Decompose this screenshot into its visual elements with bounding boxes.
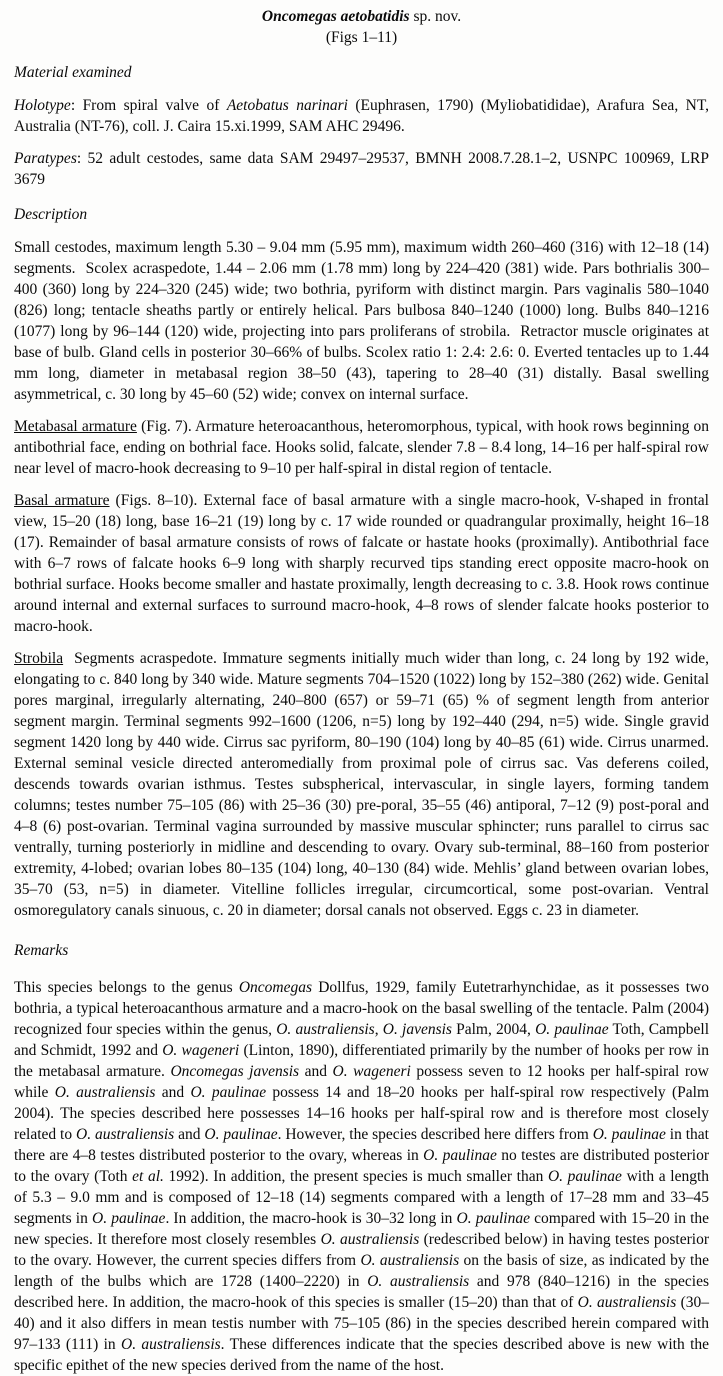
species-title: Oncomegas aetobatidis sp. nov. xyxy=(261,8,462,25)
section-heading-remarks: Remarks xyxy=(14,942,69,959)
paragraph-remarks: This species belongs to the genus Oncomegas Dollfus, 1929, family Eutetrarhynchidae, as it possesses two bothria, a typical heteroacanthous armature and a macro-hook on the basal swelling of the tentacle. Palm (2004) recognized four species within the genus, O. australiensis, O. javensis Palm, 2004, O. paulinae Toth, Campbell and Schmidt, 1992 and O. wageneri (Linton, 1890), differentiated primarily by the number of hooks per row in the metabasal armature. Oncomegas javensis and O. wageneri possess seven to 12 hooks per half-spiral row while O. australiensis and O. paulinae possess 14 and 18–20 hooks per half-spiral row respectively (Palm 2004). The species described here possesses 14–16 hooks per half-spiral row and is therefore most closely related to O. australiensis and O. paulinae. However, the species described here differs from O. paulinae in that there are 4–8 testes distributed posterior to the ovary, whereas in O. paulinae no testes are distributed posterior to the ovary (Toth et al. 1992). In addition, the present species is much smaller than O. paulinae with a length of 5.3 – 9.0 mm and is composed of 12–18 (14) segments compared with a length of 17–28 mm and 33–45 segments in O. paulinae. In addition, the macro-hook is 30–32 long in O. paulinae compared with 15–20 in the new species. It therefore most closely resembles O. australiensis (redescribed below) in having testes posterior to the ovary. However, the current species differs from O. australiensis on the basis of size, as indicated by the length of the bulbs which are 1728 (1400–2220) in O. australiensis and 978 (840–1216) in the species described here. In addition, the macro-hook of this species is smaller (15–20) than that of O. australiensis (30–40) and it also differs in mean testis number with 75–105 (86) in the species described herein compared with 97–133 (111) in O. australiensis. These differences indicate that the species described above is new with the specific epithet of the new species derived from the name of the host. xyxy=(14,979,710,1374)
paragraph-description-general: Small cestodes, maximum length 5.30 – 9.04 mm (5.95 mm), maximum width 260–460 (316) with 12–18 (14) segments. Scolex acraspedote, 1.44 – 2.06 mm (1.78 mm) long by 224–420 (381) wide. Pars bothrialis 300–400 (360) long by 224–320 (245) wide; two bothria, pyriform with distinct margin. Pars vaginalis 580–1040 (826) long; tentacle sheaths partly or entirely helical. Pars bulbosa 840–1240 (1000) long. Bulbs 840–1216 (1077) long by 96–144 (120) wide, projecting into pars proliferans of strobila. Retractor muscle originates at base of bulb. Gland cells in posterior 30–66% of bulbs. Scolex ratio 1: 2.4: 2.6: 0. Everted tentacles up to 1.44 mm long, diameter in metabasal region 38–50 (43), tapering to 28–40 (31) distally. Basal swelling asymmetrical, c. 30 long by 45–60 (52) wide; convex on internal surface. xyxy=(14,239,709,403)
paragraph-metabasal-armature: Metabasal armature (Fig. 7). Armature heteroacanthous, heteromorphous, typical, with hook rows beginning on antibothrial face, ending on bothrial face. Hooks solid, falcate, slender 7.8 – 8.4 long, 14–16 per half-spiral row near level of macro-hook decreasing to 9–10 per half-spiral in distal region of tentacle. xyxy=(14,418,709,477)
paragraph-paratypes: Paratypes: 52 adult cestodes, same data SAM 29497–29537, BMNH 2008.7.28.1–2, USNPC 100969, LRP 3679 xyxy=(14,150,709,188)
figures-reference: (Figs 1–11) xyxy=(325,29,398,46)
paragraph-strobila: Strobila Segments acraspedote. Immature segments initially much wider than long, c. 24 long by 192 wide, elongating to c. 840 long by 340 wide. Mature segments 704–1520 (1022) long by 152–380 (262) wide. Genital pores marginal, irregularly alternating, 240–800 (657) or 59–71 (65) % of segment length from anterior segment margin. Terminal segments 992–1600 (1206, n=5) long by 192–440 (294, n=5) wide. Single gravid segment 1420 long by 440 wide. Cirrus sac pyriform, 80–190 (104) long by 40–85 (61) wide. Cirrus unarmed. External seminal vesicle directed anteromedially from proximal pole of cirrus sac. Vas deferens coiled, descends towards ovarian isthmus. Testes subspherical, intervascular, in single layers, forming tandem columns; testes number 75–105 (86) with 25–36 (30) pre-poral, 35–55 (46) antiporal, 7–12 (9) post-poral and 4–8 (6) post-ovarian. Terminal vagina surrounded by massive muscular sphincter; runs parallel to cirrus sac ventrally, turning posteriorly in midline and descending to ovary. Ovary sub-terminal, 88–160 from posterior extremity, 4-lobed; ovarian lobes 80–135 (104) long, 40–130 (84) wide. Mehlis’ gland between ovarian lobes, 35–70 (53, n=5) in diameter. Vitelline follicles irregular, circumcortical, some post-ovarian. Ventral osmoregulatory canals sinuous, c. 20 in diameter; dorsal canals not observed. Eggs c. 23 in diameter. xyxy=(14,650,709,919)
paragraph-holotype: Holotype: From spiral valve of Aetobatus narinari (Euphrasen, 1790) (Myliobatididae), Arafura Sea, NT, Australia (NT-76), coll. J. Caira 15.xi.1999, SAM AHC 29496. xyxy=(14,97,710,135)
section-heading-description: Description xyxy=(14,206,88,223)
title-block xyxy=(14,6,709,48)
paragraph-basal-armature: Basal armature (Figs. 8–10). External face of basal armature with a single macro-hook, V-shaped in frontal view, 15–20 (18) long, base 16–21 (19) long by c. 17 wide rounded or quadrangular proximally, height 16–18 (17). Remainder of basal armature consists of rows of falcate or hastate hooks (proximally). Antibothrial face with 6–7 rows of falcate hooks 6–9 long with sharply recurved tips standing erect opposite macro-hook on bothrial surface. Hooks become smaller and hastate proximally, length decreasing to c. 3.8. Hook rows continue around internal and external surfaces to surround macro-hook, 4–8 rows of slender falcate hooks posterior to macro-hook. xyxy=(14,492,709,635)
section-heading-material-examined: Material examined xyxy=(14,64,132,81)
